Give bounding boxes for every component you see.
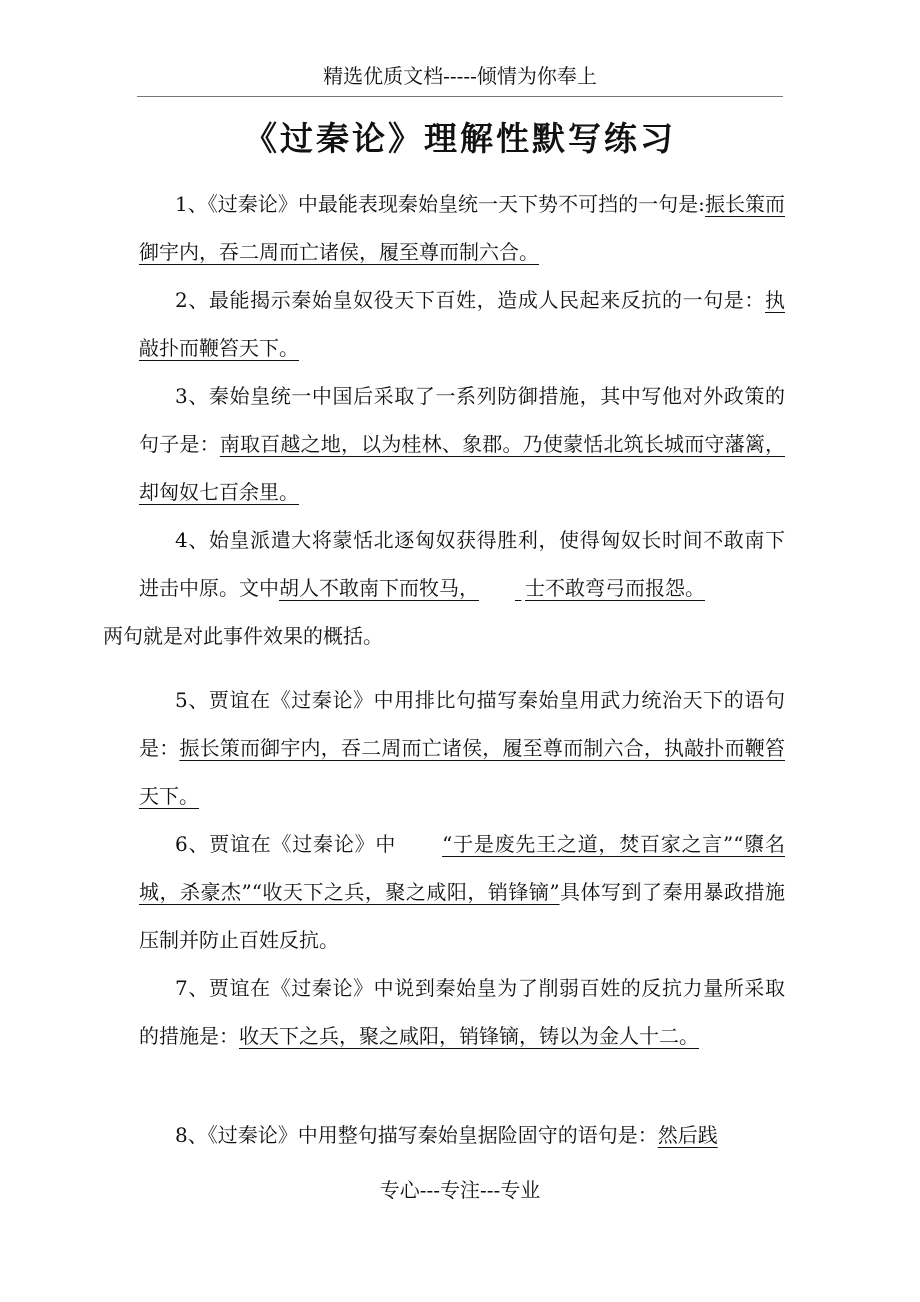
page-header: 精选优质文档-----倾情为你奉上 [323, 64, 597, 88]
question-6-tail: 具体写到了秦用暴政措施压制并防止百姓反抗。 [139, 880, 785, 952]
question-8-prompt: 8、《过秦论》中用整句描写秦始皇据险固守的语句是： [175, 1123, 658, 1147]
question-4 [103, 516, 785, 660]
question-3-prompt: 3、秦始皇统一中国后采取了一系列防御措施，其中写他对外政策的句子是： [139, 384, 785, 456]
page-footer: 专心---专注---专业 [379, 1178, 541, 1202]
question-2-answer: 执敲扑而鞭笞天下。 [139, 288, 785, 360]
question-6 [139, 820, 785, 964]
page-title: 《过秦论》理解性默写练习 [244, 119, 676, 158]
question-1-prompt: 1、《过秦论》中最能表现秦始皇统一天下势不可挡的一句是: [175, 192, 705, 216]
exercise-list-3 [139, 1111, 785, 1159]
question-5 [139, 676, 785, 820]
question-7-answer: 收天下之兵，聚之咸阳，销锋镝，铸以为金人十二。 [239, 1024, 699, 1048]
question-5-answer: 振长策而御宇内，吞二周而亡诸侯，履至尊而制六合，执敲扑而鞭笞天下。 [139, 736, 786, 808]
question-7 [139, 964, 785, 1060]
question-4-tail: 两句就是对此事件效果的概括。 [103, 624, 383, 648]
question-1 [139, 180, 785, 276]
question-6-answer: “于是废先王之道，焚百家之言”“隳名城，杀豪杰”“收天下之兵，聚之咸阳，销锋镝” [139, 832, 785, 904]
header-divider [137, 96, 783, 97]
question-2 [139, 276, 785, 372]
question-2-prompt: 2、最能揭示秦始皇奴役天下百姓，造成人民起来反抗的一句是： [175, 288, 765, 312]
question-6-prompt: 6、贾谊在《过秦论》中 [175, 832, 397, 856]
answer-gap [479, 564, 525, 612]
question-8 [139, 1111, 785, 1159]
question-4-answer-a: 胡人不敢南下而牧马， [279, 576, 479, 600]
question-3 [139, 372, 785, 516]
question-3-answer: 南取百越之地，以为桂林、象郡。乃使蒙恬北筑长城而守藩篱，却匈奴七百余里。 [139, 432, 786, 504]
exercise-list [103, 180, 786, 660]
question-4-answer-b: 士不敢弯弓而报怨。 [525, 576, 705, 600]
question-7-prompt: 7、贾谊在《过秦论》中说到秦始皇为了削弱百姓的反抗力量所采取的措施是： [139, 976, 785, 1048]
question-5-prompt: 5、贾谊在《过秦论》中用排比句描写秦始皇用武力统治天下的语句是： [139, 688, 785, 760]
question-1-answer: 振长策而御宇内，吞二周而亡诸侯，履至尊而制六合。 [139, 192, 786, 264]
exercise-list-2 [139, 676, 785, 1060]
question-8-answer: 然后践 [657, 1123, 718, 1147]
question-4-prompt: 4、始皇派遣大将蒙恬北逐匈奴获得胜利，使得匈奴长时间不敢南下进击中原。文中 [139, 528, 785, 600]
